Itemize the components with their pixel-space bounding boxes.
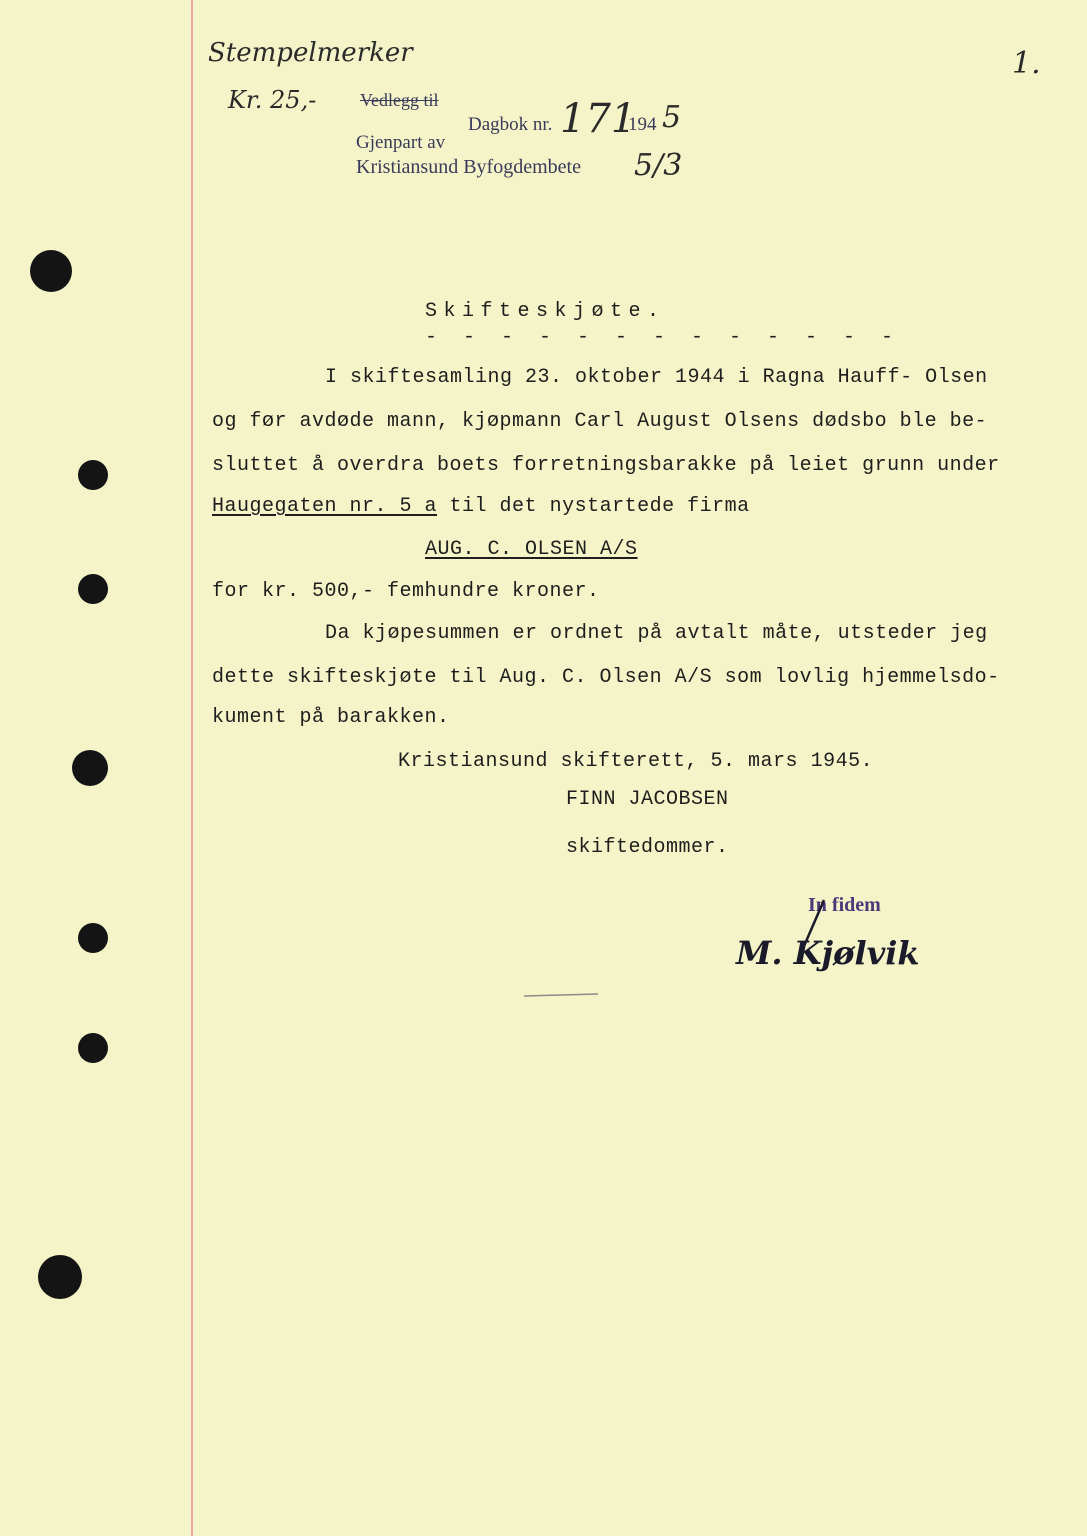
paragraph2-line1: Da kjøpesummen er ordnet på avtalt måte, utsteder jeg [325,622,988,645]
punch-hole [78,1033,108,1063]
date-handwritten: 5/3 [634,148,683,183]
punch-hole [38,1255,82,1299]
punch-hole [78,460,108,490]
signature-flourish [790,896,830,966]
address-underlined: Haugegaten nr. 5 a [212,495,438,518]
punch-hole [78,923,108,953]
stempelmerker-note: Stempelmerker [208,38,413,68]
stamp-line-struck: Vedlegg til [360,90,439,110]
address-rest: til det nystartede firma [437,495,750,518]
paragraph1-line4 [212,495,750,518]
in-fidem-stamp: In fidem [808,894,881,916]
paragraph1-line3: sluttet å overdra boets forretningsbarakke på leiet grunn under [212,454,1000,477]
paragraph2-line3: kument på barakken. [212,706,450,729]
title-underline: - - - - - - - - - - - - - [425,326,901,349]
price-line: for kr. 500,- femhundre kroner. [212,580,600,603]
paragraph1-line1: I skiftesamling 23. oktober 1944 i Ragna Hauff- Olsen [325,366,988,389]
paragraph1-line2: og før avdøde mann, kjøpmann Carl August Olsens dødsbo ble be- [212,410,988,433]
punch-hole [30,250,72,292]
punch-hole [78,574,108,604]
stamp-gjenpart: Gjenpart av [356,132,446,153]
document-title: Skifteskjøte. [425,300,666,323]
pencil-mark [520,986,610,1006]
stamp-office: Kristiansund Byfogdembete [356,156,581,178]
fidem-signature: M. Kjølvik [736,934,920,972]
place-date: Kristiansund skifterett, 5. mars 1945. [398,750,874,773]
signer-title: skiftedommer. [566,836,729,859]
year-printed: 194 [628,114,657,135]
stamp-amount-note: Kr. 25,- [228,86,317,114]
paragraph2-line2: dette skifteskjøte til Aug. C. Olsen A/S som lovlig hjemmelsdo- [212,666,1000,689]
page-number: 1. [1012,46,1041,81]
signer-name: FINN JACOBSEN [566,788,729,811]
firm-name: AUG. C. OLSEN A/S [425,538,638,561]
dagbok-number: 171 [560,96,637,142]
dagbok-label: Dagbok nr. [468,114,553,135]
margin-line [191,0,193,1536]
punch-hole [72,750,108,786]
year-handwritten: 5 [662,100,682,135]
